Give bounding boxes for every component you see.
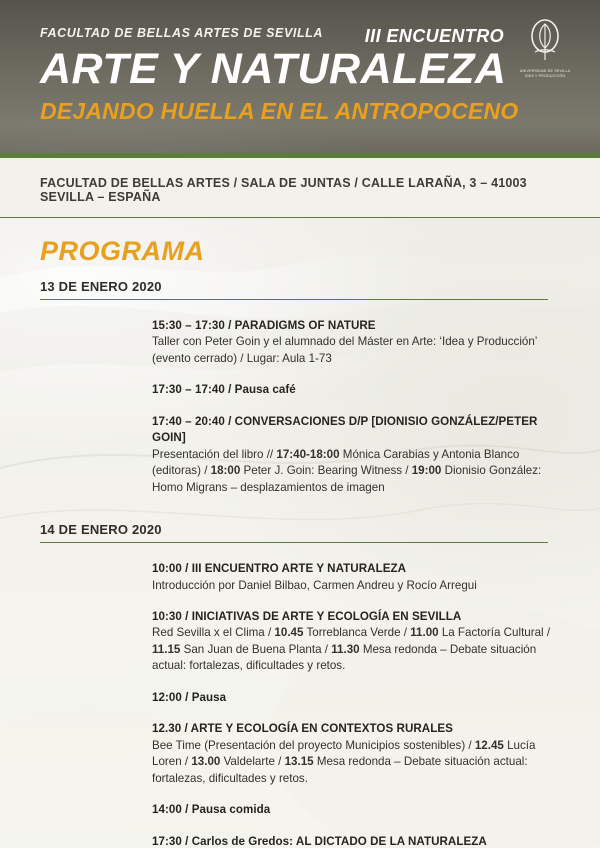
university-logo (516, 16, 574, 88)
program-entry (152, 721, 566, 787)
program-title: PROGRAMA (40, 236, 205, 266)
faculty-line: FACULTAD DE BELLAS ARTES DE SEVILLA (40, 26, 324, 40)
encuentro-label: III ENCUENTRO (364, 26, 504, 46)
page-title: ARTE Y NATURALEZA (40, 45, 507, 93)
program-entry (152, 318, 566, 367)
entry-head: 10:00 / III ENCUENTRO ARTE Y NATURALEZA (152, 562, 407, 576)
header-inner (0, 0, 600, 158)
day-2-entries (40, 561, 566, 848)
day-1-entries (40, 318, 566, 496)
entry-body: Red Sevilla x el Clima / 10.45 Torreblanca Verde / 11.00 La Factoría Cultural / 11.15 San Juan de Buena Planta / 11.30 Mesa redonda – Debate situación actual: fortalezas, dificultades y retos. (152, 626, 551, 673)
program-entry (152, 382, 566, 398)
program-entry (152, 690, 566, 706)
program-entry (152, 802, 566, 818)
entry-head: 15:30 – 17:30 / PARADIGMS OF NATURE (152, 319, 376, 332)
program-entry (152, 609, 566, 675)
program-entry (152, 414, 566, 496)
program-entry (152, 834, 566, 848)
program-content (0, 218, 600, 848)
logo-caption: UNIVERSIDAD DE SEVILLA IDEA Y PRODUCCIÓN (519, 69, 571, 78)
program-entry (152, 561, 566, 594)
entry-head: 14:00 / Pausa comida (152, 803, 271, 817)
entry-head: 17:30 / Carlos de Gredos: AL DICTADO DE LA NATURALEZA (152, 834, 487, 848)
entry-head: 12:00 / Pausa (152, 690, 227, 704)
poster-header (0, 0, 600, 158)
venue-bar: FACULTAD DE BELLAS ARTES / SALA DE JUNTAS / CALLE LARAÑA, 3 – 41003 SEVILLA – ESPAÑA (0, 158, 600, 218)
logo-mark-icon (525, 16, 565, 66)
poster-body (0, 218, 600, 848)
entry-body: Taller con Peter Goin y el alumnado del Máster en Arte: ‘Idea y Producción’ (evento cerrado) / Lugar: Aula 1-73 (152, 335, 537, 365)
entry-body: Presentación del libro // 17:40-18:00 Mónica Carabias y Antonia Blanco (editoras) / 18:00 Peter J. Goin: Bearing Witness / 19:00 Dionisio González: Homo Migrans – desplazamientos de imagen (152, 447, 542, 494)
entry-head: 17:40 – 20:40 / CONVERSACIONES D/P [DIONISIO GONZÁLEZ/PETER GOIN] (152, 414, 538, 445)
day-heading-1: 13 DE ENERO 2020 (40, 279, 566, 300)
entry-body: Introducción por Daniel Bilbao, Carmen Andreu y Rocío Arregui (152, 578, 477, 592)
entry-head: 10:30 / INICIATIVAS DE ARTE Y ECOLOGÍA EN SEVILLA (152, 609, 462, 623)
entry-head: 12.30 / ARTE Y ECOLOGÍA EN CONTEXTOS RURALES (152, 722, 453, 736)
entry-head: 17:30 – 17:40 / Pausa café (152, 383, 296, 397)
page-subtitle: DEJANDO HUELLA EN EL ANTROPOCENO (40, 97, 519, 124)
entry-body: Bee Time (Presentación del proyecto Municipios sostenibles) / 12.45 Lucía Loren / 13.00 Valdelarte / 13.15 Mesa redonda – Debate situación actual: fortalezas, dificultades y retos. (152, 738, 536, 785)
day-heading-2: 14 DE ENERO 2020 (40, 522, 566, 543)
